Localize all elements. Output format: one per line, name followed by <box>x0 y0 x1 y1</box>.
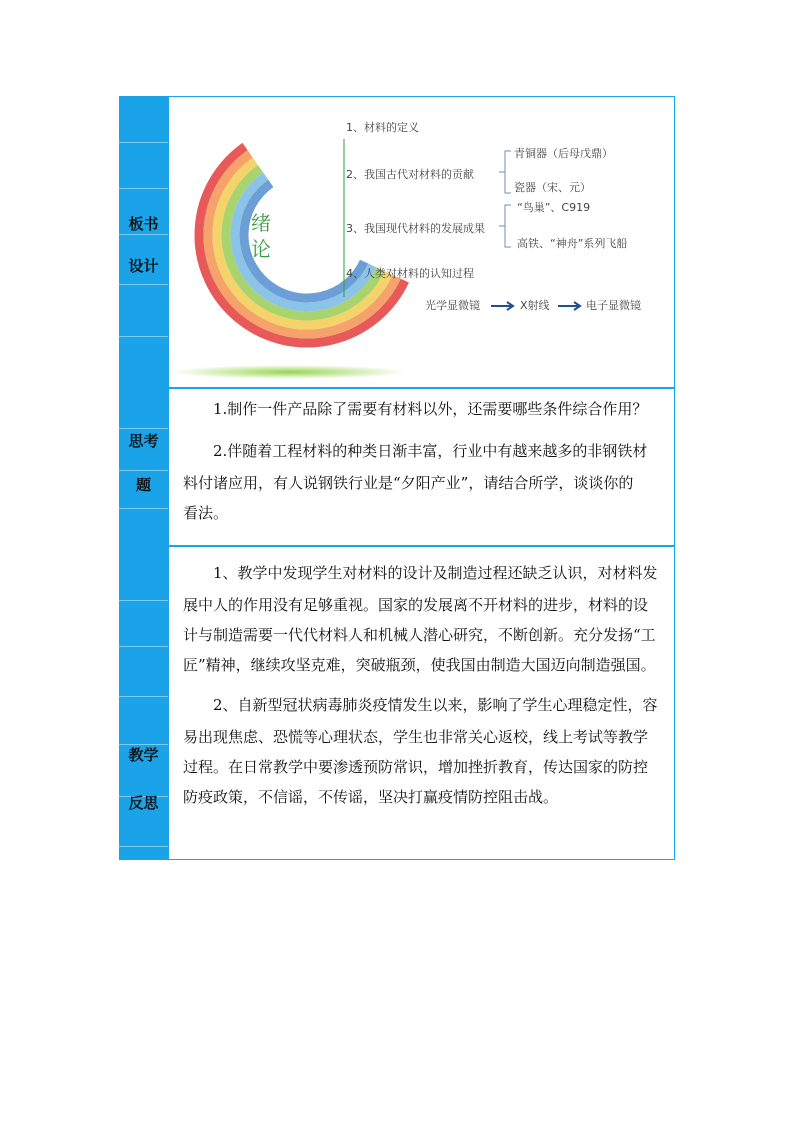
title-char-1: 绪 <box>251 211 271 235</box>
reflection-p2-line-2: 易出现焦虑、恐慌等心理状态，学生也非常关心返校，线上考试等教学 <box>183 728 649 746</box>
process-2: X射线 <box>520 299 550 312</box>
item-2: 2、我国古代对材料的贡献 <box>346 168 474 181</box>
questions-label-1: 思考 <box>128 432 159 450</box>
reflection-p1-line-2: 展中人的作用没有足够重视。国家的发展离不开材料的进步，材料的设 <box>183 596 649 614</box>
lesson-table <box>119 96 675 860</box>
modern-1: “鸟巢”、C919 <box>517 201 591 214</box>
item-1: 1、材料的定义 <box>346 121 419 134</box>
process-1: 光学显微镜 <box>425 299 480 312</box>
title-char-2: 论 <box>251 237 271 261</box>
brace-ancient <box>499 150 513 194</box>
board-label-2: 设计 <box>128 257 159 275</box>
process-3: 电子显微镜 <box>586 299 641 312</box>
modern-2: 高铁、“神舟”系列飞船 <box>517 237 628 250</box>
reflection-p1-line-3: 计与制造需要一代代材料人和机械人潜心研究，不断创新。充分发扬“工 <box>183 626 656 644</box>
reflection-cell <box>168 546 675 860</box>
board-design-cell <box>168 96 675 388</box>
ancient-1: 青铜器（后母戊鼎） <box>514 147 613 160</box>
arrow-icon <box>491 301 517 311</box>
question-2-line-2: 料付诸应用，有人说钢铁行业是“夕阳产业”，请结合所学，谈谈你的 <box>183 474 634 492</box>
board-label-1: 板书 <box>128 215 159 233</box>
side-header-reflection <box>119 546 168 860</box>
reflection-p1-line-1: 1、教学中发现学生对材料的设计及制造过程还缺乏认识，对材料发 <box>213 564 658 582</box>
reflection-label-1: 教学 <box>128 746 159 764</box>
reflection-p2-line-1: 2、自新型冠状病毒肺炎疫情发生以来，影响了学生心理稳定性，容 <box>213 696 658 714</box>
rainbow-shadow <box>171 365 407 379</box>
questions-cell <box>168 388 675 546</box>
brace-modern <box>499 204 513 248</box>
item-4: 4、人类对材料的认知过程 <box>346 267 474 280</box>
question-2-line-1: 2.伴随着工程材料的种类日渐丰富，行业中有越来越多的非钢铁材 <box>213 442 648 460</box>
reflection-p2-line-4: 防疫政策，不信谣，不传谣，坚决打赢疫情防控阻击战。 <box>183 788 559 806</box>
side-header-board <box>119 96 168 388</box>
arrow-icon <box>558 301 584 311</box>
rainbow-diagram <box>169 97 429 387</box>
question-1: 1.制作一件产品除了需要有材料以外，还需要哪些条件综合作用？ <box>213 400 648 418</box>
side-header-questions <box>119 388 168 546</box>
question-2-line-3: 看法。 <box>183 504 229 522</box>
reflection-p2-line-3: 过程。在日常教学中要渗透预防常识，增加挫折教育，传达国家的防控 <box>183 758 649 776</box>
ancient-2: 瓷器（宋、元） <box>514 181 591 194</box>
reflection-label-2: 反思 <box>128 794 159 812</box>
questions-label-2: 题 <box>135 476 151 494</box>
item-3: 3、我国现代材料的发展成果 <box>346 222 485 235</box>
reflection-p1-line-4: 匠”精神，继续攻坚克难，突破瓶颈，使我国由制造大国迈向制造强国。 <box>183 656 656 674</box>
